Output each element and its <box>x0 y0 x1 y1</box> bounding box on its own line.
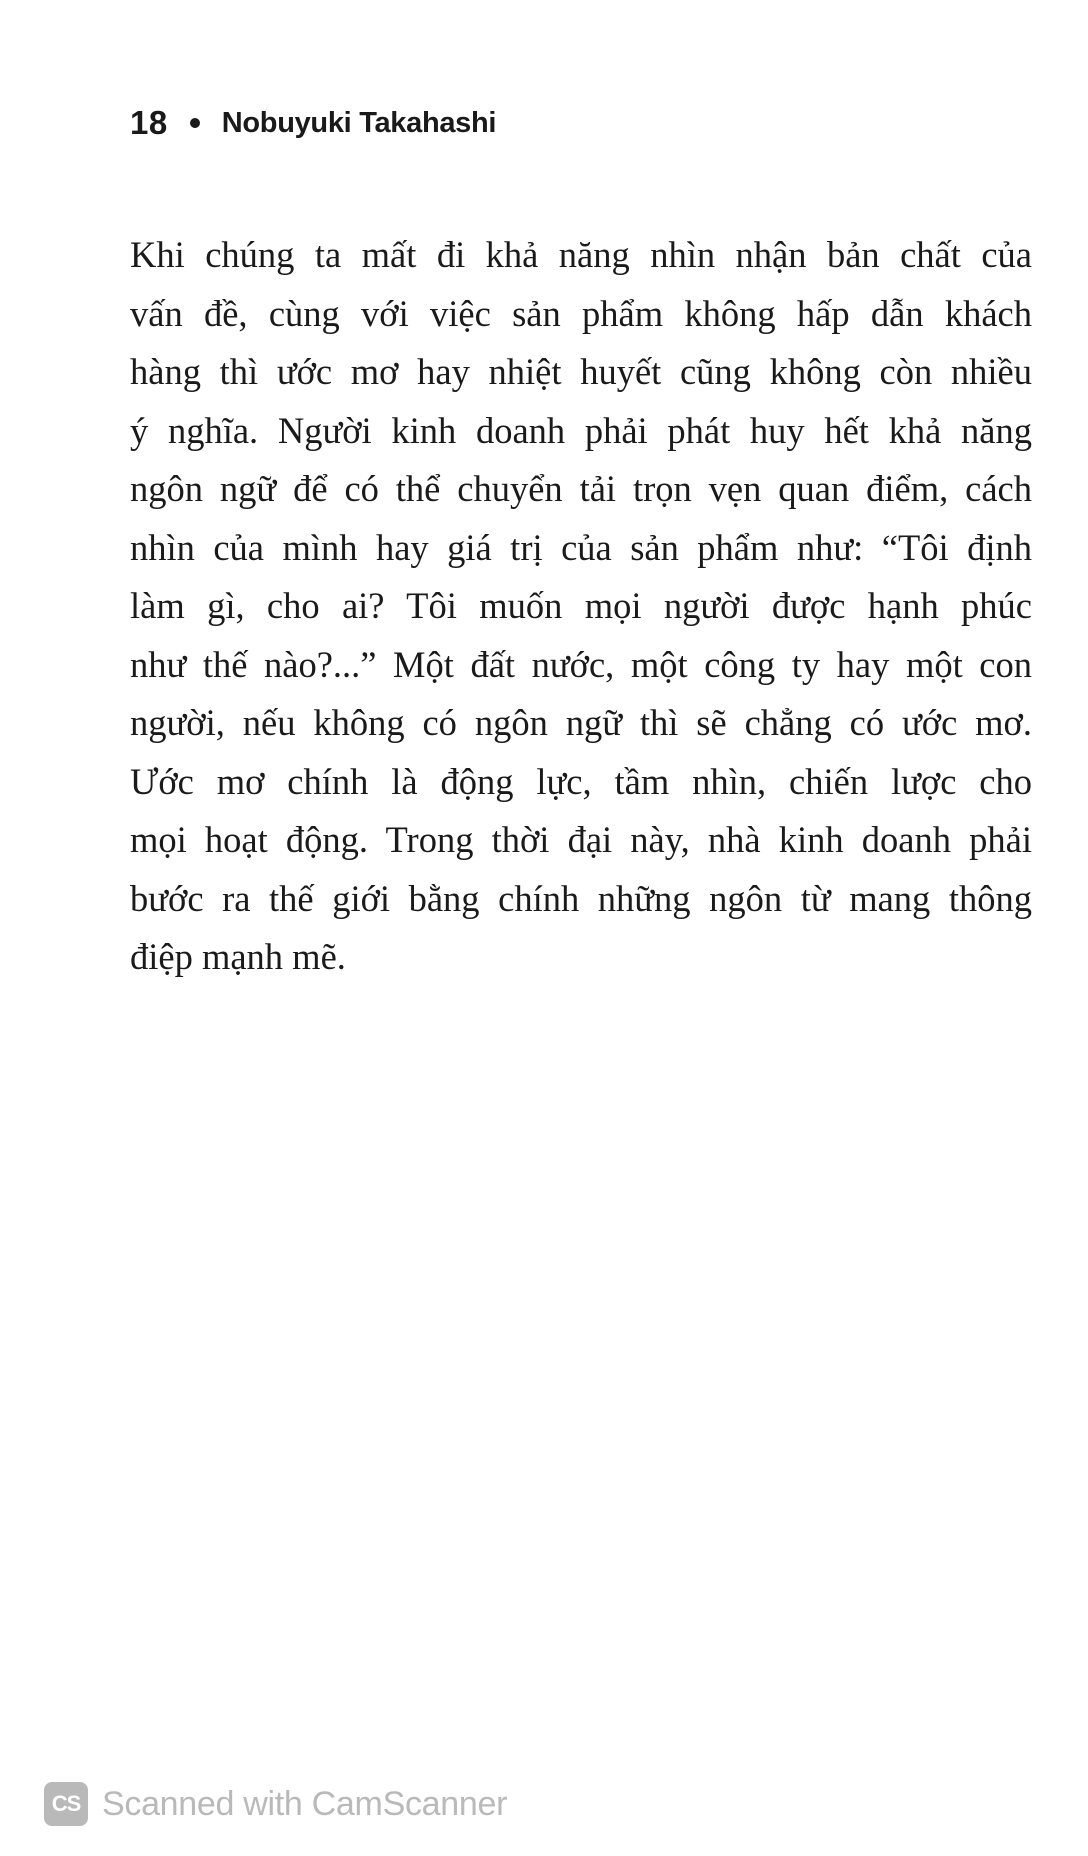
body-line: ý nghĩa. Người kinh doanh phải phát huy hết khả năng <box>130 409 1032 451</box>
running-header <box>130 104 496 142</box>
body-line: ngôn ngữ để có thể chuyển tải trọn vẹn quan điểm, cách <box>130 468 1032 509</box>
camscanner-watermark <box>44 1782 507 1826</box>
body-line: làm gì, cho ai? Tôi muốn mọi người được hạnh phúc <box>130 585 1032 626</box>
body-line: Khi chúng ta mất đi khả năng nhìn nhận bản chất của <box>130 234 1032 275</box>
body-line: hàng thì ước mơ hay nhiệt huyết cũng không còn nhiều <box>130 351 1032 392</box>
watermark-text: Scanned with CamScanner <box>102 1784 508 1823</box>
body-line: bước ra thế giới bằng chính những ngôn từ mang thông <box>130 877 1032 919</box>
body-line: vấn đề, cùng với việc sản phẩm không hấp dẫn khách <box>130 292 1032 334</box>
bullet-separator <box>190 118 200 128</box>
body-line: người, nếu không có ngôn ngữ thì sẽ chẳng có ước mơ. <box>130 702 1032 743</box>
author-name: Nobuyuki Takahashi <box>221 106 497 139</box>
body-line: nhìn của mình hay giá trị của sản phẩm như: “Tôi định <box>130 526 1032 568</box>
camscanner-logo-icon: CS <box>44 1782 88 1826</box>
body-paragraph <box>130 226 1032 987</box>
body-line: mọi hoạt động. Trong thời đại này, nhà kinh doanh phải <box>130 819 1032 860</box>
body-line-last: điệp mạnh mẽ. <box>130 936 346 977</box>
body-line: như thế nào?...” Một đất nước, một công ty hay một con <box>130 643 1032 685</box>
page-number: 18 <box>130 104 168 141</box>
body-line: Ước mơ chính là động lực, tầm nhìn, chiến lược cho <box>130 760 1032 802</box>
